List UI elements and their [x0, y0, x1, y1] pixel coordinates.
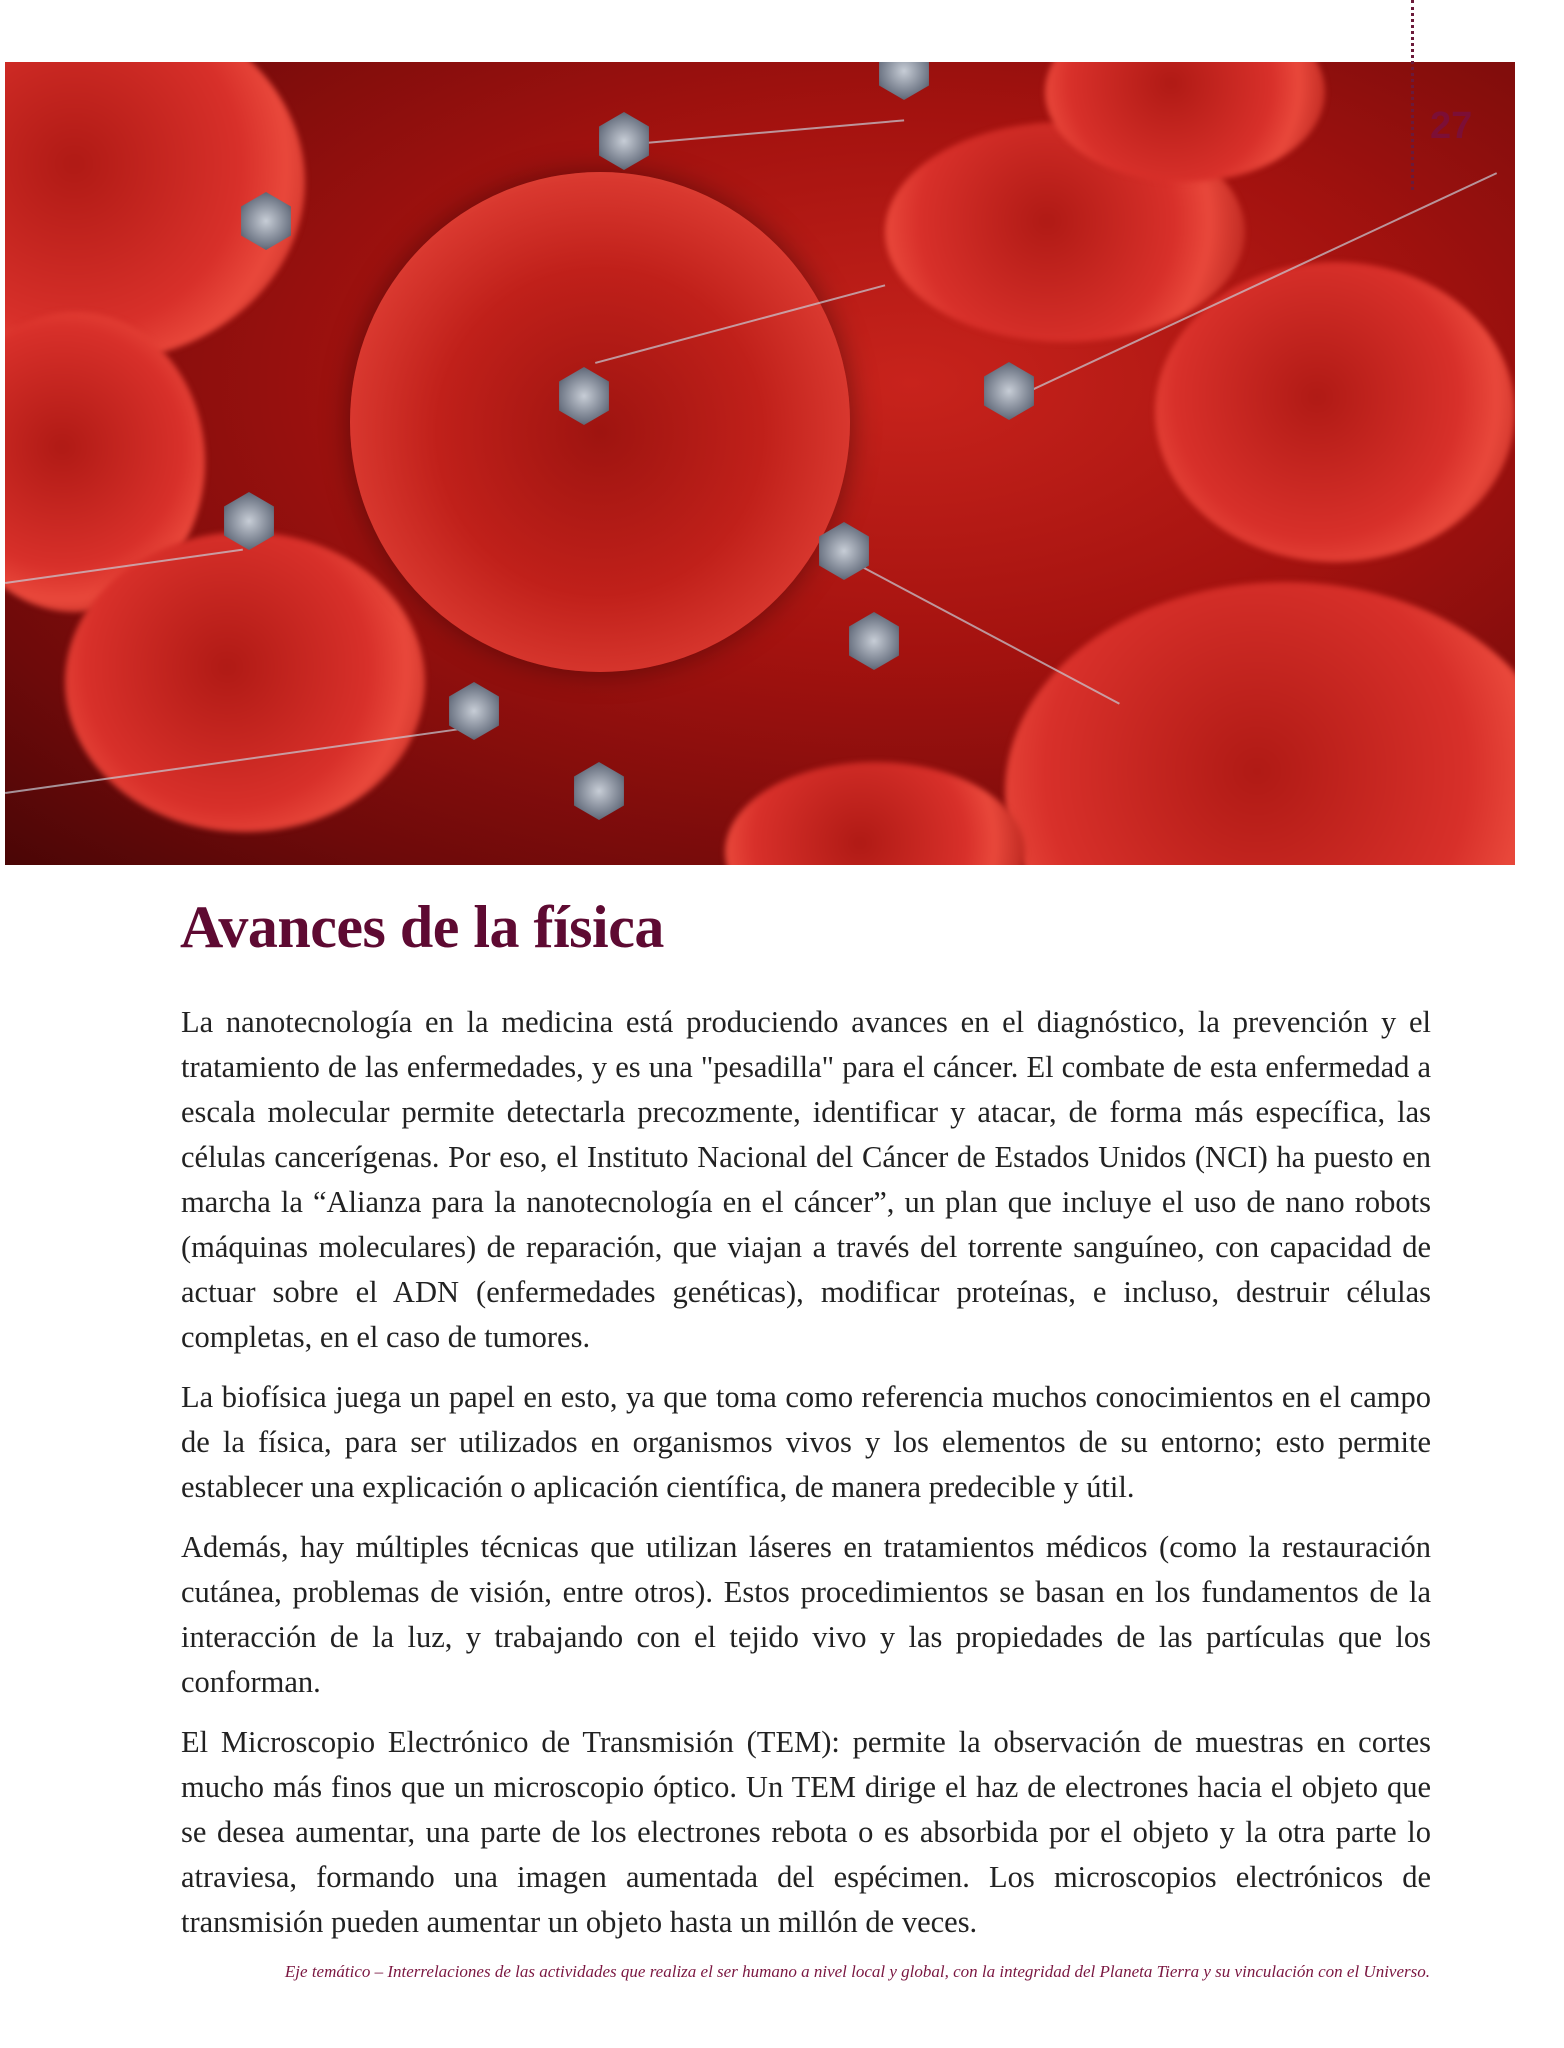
blood-cell	[725, 762, 1025, 865]
footer-theme-axis: Eje temático – Interrelaciones de las actividades que realiza el ser humano a nivel local y global, con la integridad del Planeta Tierra y su vinculación con el Universo.	[284, 1962, 1430, 1981]
paragraph: El Microscopio Electrónico de Transmisión (TEM): permite la observación de muestras en cortes mucho más finos que un microscopio óptico. Un TEM dirige el haz de electrones hacia el objeto que se desea aumentar, una parte de los electrones rebota o es absorbida por el objeto y la otra parte lo atraviesa, formando una imagen aumentada del espécimen. Los microscopios electrónicos de transmisión pueden aumentar un objeto hasta un millón de veces.	[181, 1725, 1431, 1939]
paragraph: Además, hay múltiples técnicas que utilizan láseres en tratamientos médicos (como la restauración cutánea, problemas de visión, entre otros). Estos procedimientos se basan en los fundamentos de la interacción de la luz, y trabajando con el tejido vivo y las propiedades de las partículas que los conforman.	[181, 1530, 1431, 1699]
nanobot	[445, 682, 503, 740]
blood-cell	[1005, 582, 1515, 865]
nanobots-blood-cells-illustration	[5, 62, 1515, 865]
nanobot	[845, 612, 903, 670]
page-title: Avances de la física	[180, 894, 664, 960]
nanobot	[980, 362, 1038, 420]
nanobot	[595, 112, 653, 170]
red-blood-cell	[350, 172, 850, 672]
paragraph: La nanotecnología en la medicina está produciendo avances en el diagnóstico, la prevención y el tratamiento de las enfermedades, y es una "pesadilla" para el cáncer. El combate de esta enfermedad a escala molecular permite detectarla precozmente, identificar y atacar, de forma más específica, las células cancerígenas. Por eso, el Instituto Nacional del Cáncer de Estados Unidos (NCI) ha puesto en marcha la “Alianza para la nanotecnología en el cáncer”, un plan que incluye el uso de nano robots (máquinas moleculares) de reparación, que viajan a través del torrente sanguíneo, con capacidad de actuar sobre el ADN (enfermedades genéticas), modificar proteínas, e incluso, destruir células completas, en el caso de tumores.	[181, 1005, 1431, 1354]
article-body	[181, 1000, 1431, 1960]
paragraph: La biofísica juega un papel en esto, ya que toma como referencia muchos conocimientos en el campo de la física, para ser utilizados en organismos vivos y los elementos de su entorno; esto permite establecer una explicación o aplicación científica, de manera predecible y útil.	[181, 1380, 1431, 1504]
nanobot	[570, 762, 628, 820]
nanobot	[875, 62, 933, 100]
page-number: 27	[1430, 105, 1473, 147]
blood-cell	[65, 532, 425, 832]
dotted-margin-line	[1411, 0, 1414, 190]
